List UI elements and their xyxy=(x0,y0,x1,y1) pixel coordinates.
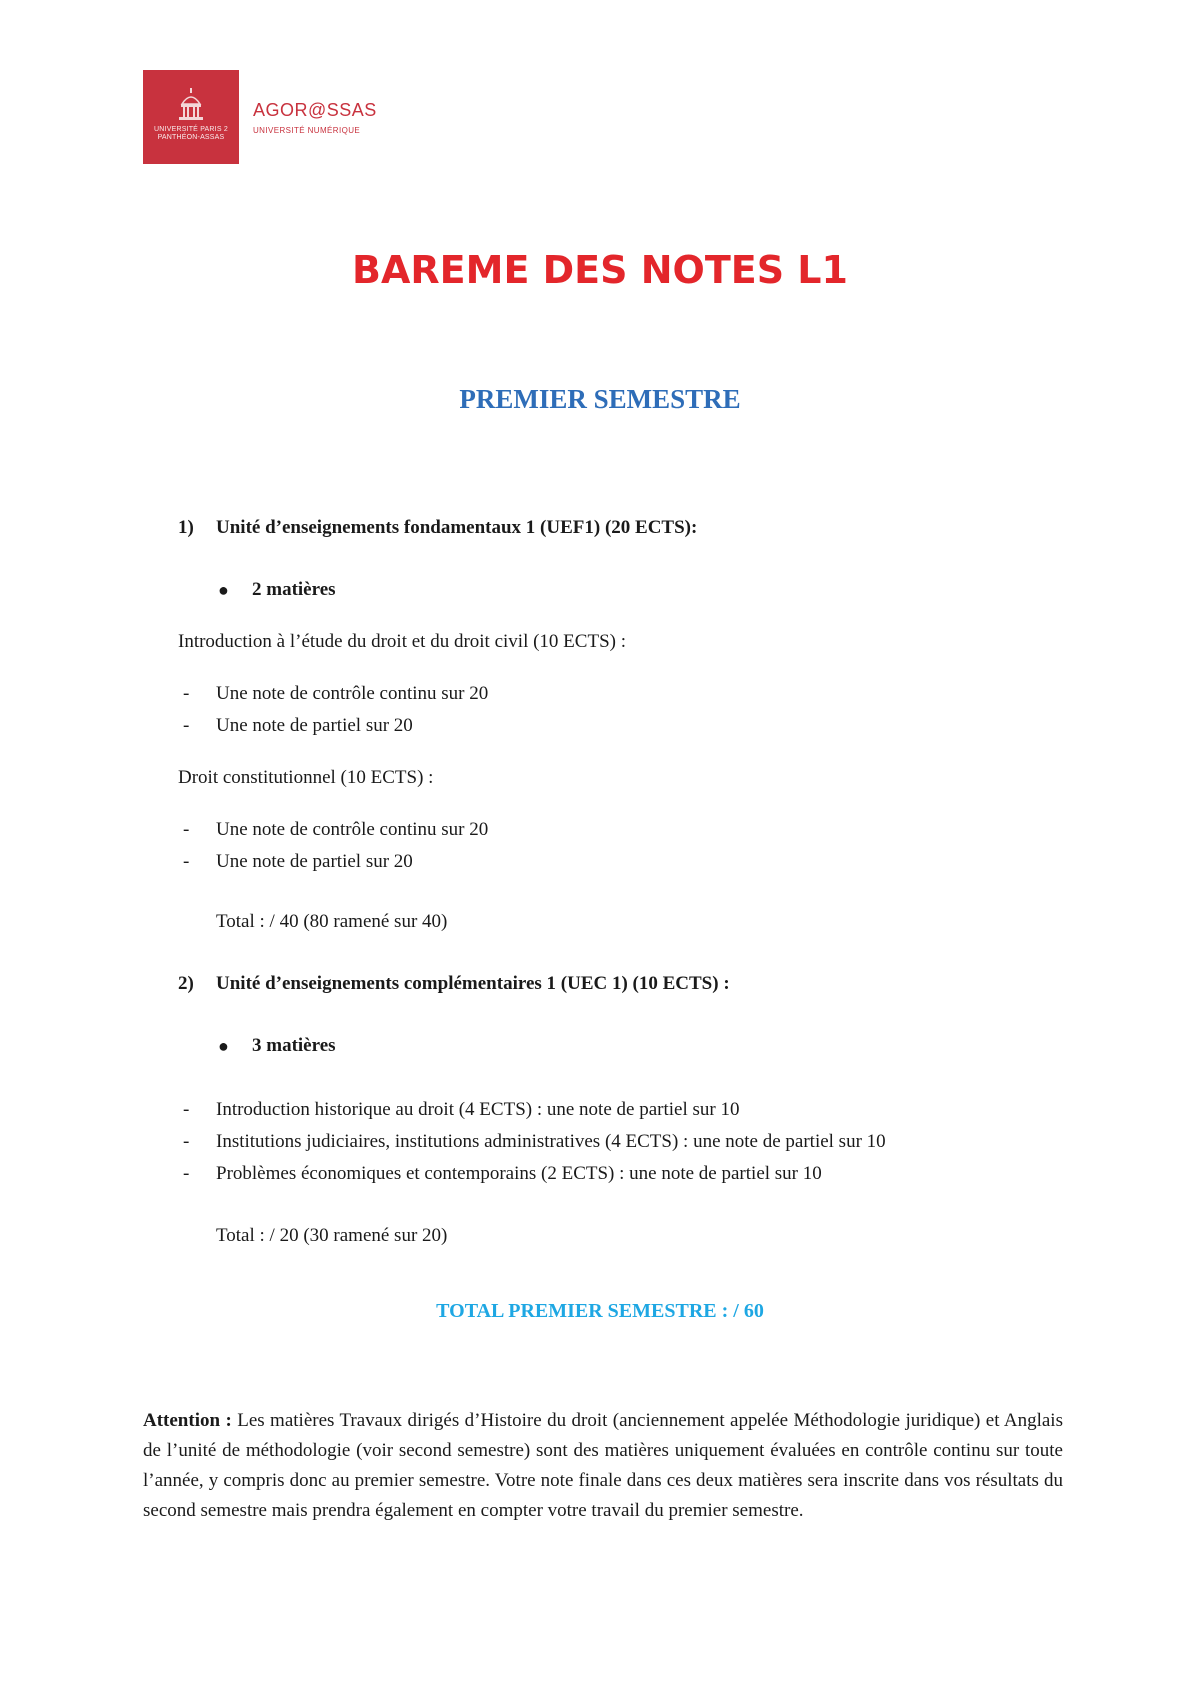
list-item: Introduction historique au droit (4 ECTS) : une note de partiel sur 10 xyxy=(216,1099,740,1120)
list-item: Institutions judiciaires, institutions administratives (4 ECTS) : une note de partiel sur 10 xyxy=(216,1131,886,1152)
bullet-dot-icon: ● xyxy=(218,1036,229,1056)
document-title: BAREME DES NOTES L1 xyxy=(352,248,848,292)
section2-total: Total : / 20 (30 ramené sur 20) xyxy=(216,1225,448,1246)
subject-note: Une note de partiel sur 20 xyxy=(216,851,413,872)
section1-bullet: 2 matières xyxy=(252,579,336,600)
subject-name: Droit constitutionnel (10 ECTS) : xyxy=(178,767,434,788)
dash-marker: - xyxy=(183,715,190,736)
section2-number: 2) xyxy=(178,973,194,994)
section2-bullet: 3 matières xyxy=(252,1035,336,1056)
logo-name: AGOR@SSAS xyxy=(253,100,377,120)
attention-paragraph xyxy=(143,1406,1063,1526)
dash-marker: - xyxy=(183,1163,190,1184)
bullet-dot-icon: ● xyxy=(218,580,229,600)
subject-name: Introduction à l’étude du droit et du droit civil (10 ECTS) : xyxy=(178,631,626,652)
logo-institution-line1: UNIVERSITÉ PARIS 2 xyxy=(154,126,228,133)
attention-label: Attention : xyxy=(143,1410,232,1431)
dash-marker: - xyxy=(183,1131,190,1152)
section2-heading: Unité d’enseignements complémentaires 1 (UEC 1) (10 ECTS) : xyxy=(216,973,730,994)
attention-text: Les matières Travaux dirigés d’Histoire du droit (anciennement appelée Méthodologie juridique) et Anglais de l’unité de méthodologie (voir second semestre) sont des matières uniquement évaluées en contrôle continu sur toute l’année, y compris donc au premier semestre. Votre note finale dans ces deux matières sera inscrite dans vos résultats du second semestre mais prendra également en compter votre travail du premier semestre. xyxy=(143,1410,1063,1521)
list-item: Problèmes économiques et contemporains (2 ECTS) : une note de partiel sur 10 xyxy=(216,1163,822,1184)
university-logo xyxy=(143,70,239,164)
dash-marker: - xyxy=(183,1099,190,1120)
dash-marker: - xyxy=(183,851,190,872)
subject-note: Une note de contrôle continu sur 20 xyxy=(216,819,489,840)
dash-marker: - xyxy=(183,819,190,840)
logo-subtitle: UNIVERSITÉ NUMÉRIQUE xyxy=(253,126,361,135)
total-semester: TOTAL PREMIER SEMESTRE : / 60 xyxy=(436,1300,764,1322)
section1-heading: Unité d’enseignements fondamentaux 1 (UEF1) (20 ECTS): xyxy=(216,517,698,538)
section1-total: Total : / 40 (80 ramené sur 40) xyxy=(216,911,448,932)
section1-number: 1) xyxy=(178,517,194,538)
subject-note: Une note de partiel sur 20 xyxy=(216,715,413,736)
logo-institution-line2: PANTHÉON-ASSAS xyxy=(157,134,225,141)
pantheon-dome-icon xyxy=(177,88,205,122)
semester-heading: PREMIER SEMESTRE xyxy=(459,384,741,414)
subject-note: Une note de contrôle continu sur 20 xyxy=(216,683,489,704)
logo-institution xyxy=(149,126,233,142)
dash-marker: - xyxy=(183,683,190,704)
